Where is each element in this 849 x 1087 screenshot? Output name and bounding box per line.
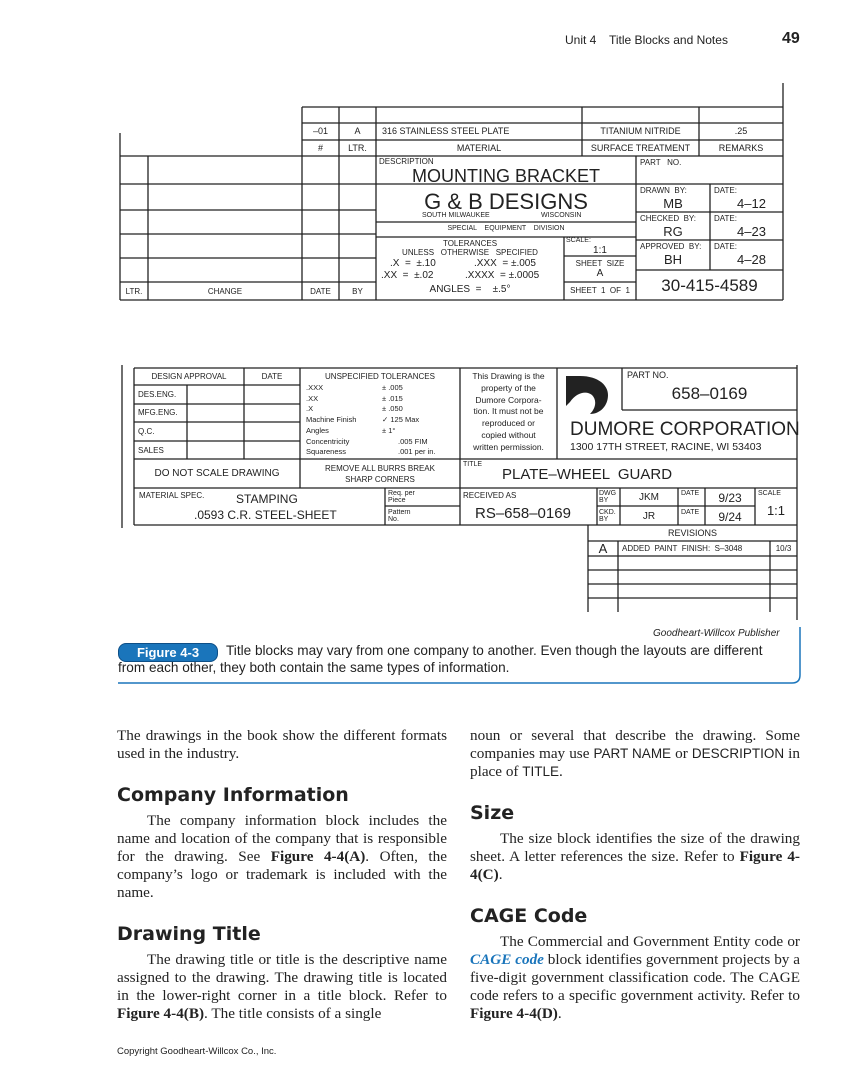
drawn-by-label: DRAWN BY: (640, 186, 687, 195)
tol-x: .X = ±.10 (390, 258, 436, 269)
tol-value: .001 per in. (398, 447, 436, 457)
part-number: 30-415-4589 (661, 276, 758, 295)
company-city: SOUTH MILWAUKEE (422, 212, 490, 219)
received-label: RECEIVED AS (463, 491, 517, 500)
revision-letter: A (598, 541, 608, 556)
scale-label: SCALE: (566, 237, 591, 244)
revision-description: ADDED PAINT FINISH: S–3048 (622, 544, 743, 553)
description-value: MOUNTING BRACKET (411, 166, 600, 186)
checked-by: RG (663, 224, 683, 239)
caption-line-1: Title blocks may vary from one company to another. Even though the layouts are different (226, 643, 763, 658)
term: DESCRIPTION (691, 746, 785, 761)
surface-value: TITANIUM NITRIDE (600, 126, 681, 136)
part-no: 658–0169 (671, 384, 748, 403)
date-label: DATE (681, 509, 700, 516)
material-spec-1: STAMPING (236, 492, 298, 506)
tol-key: .XXX (306, 383, 324, 392)
tolerance-row (306, 415, 456, 426)
rev-by-header: BY (352, 287, 363, 296)
part-no-label: PART NO. (640, 158, 682, 167)
part-no-label: PART NO. (627, 370, 669, 380)
burrs-note-2: SHARP CORNERS (345, 475, 415, 484)
tol-key: Angles (306, 425, 329, 435)
figure-credit: Goodheart-Willcox Publisher (653, 628, 780, 639)
tol-angles: ANGLES = ±.5° (429, 284, 511, 295)
tol-value: ✓ 125 Max (382, 415, 420, 425)
heading-cage-code: CAGE Code (470, 905, 588, 927)
date-label: DATE (681, 490, 700, 497)
date-label: DATE: (714, 186, 737, 195)
tol-key: .XX (306, 393, 319, 403)
drawn-by: JKM (639, 492, 659, 503)
drawn-by: MB (663, 196, 683, 211)
tol-key: Concentricity (306, 436, 350, 446)
tol-xx: .XX = ±.02 (381, 270, 434, 281)
sheet-size-label: SHEET SIZE (575, 259, 625, 268)
intro-paragraph: The drawings in the book show the different formats used in the industry. (117, 727, 447, 762)
company-name: G & B DESIGNS (424, 189, 588, 214)
date-label: DATE: (714, 242, 737, 251)
material-value: 316 STAINLESS STEEL PLATE (382, 126, 510, 136)
page-number: 49 (782, 30, 800, 47)
tol-key: Machine Finish (306, 415, 357, 425)
notice-line: property of the (481, 382, 536, 393)
tol-key: .X (306, 404, 314, 414)
tolerance-row (306, 383, 456, 394)
tol-value: ± .015 (382, 393, 403, 403)
company-address: 1300 17TH STREET, RACINE, WI 53403 (570, 441, 762, 453)
notice-line: tion. It must not be (473, 406, 544, 417)
date-header: DATE (261, 372, 283, 381)
notice-line: copied without (481, 429, 536, 440)
scale-value: 1:1 (766, 503, 786, 518)
rev-date-header: DATE (310, 287, 331, 296)
glossary-term-link[interactable]: CAGE code (470, 951, 544, 968)
size-paragraph: The size block identifies the size of the drawing sheet. A letter references the size. Refer to Figure 4-4(C). (470, 830, 800, 883)
date-checked: 4–23 (737, 224, 766, 239)
tol-value: ± .050 (382, 404, 403, 414)
date-checked: 9/24 (718, 510, 742, 524)
received-as: RS–658–0169 (475, 505, 571, 522)
role-label: DES.ENG. (138, 390, 177, 399)
copyright: Copyright Goodheart-Willcox Co., Inc. (117, 1046, 277, 1057)
title-label: TITLE (463, 461, 483, 468)
burrs-note-1: REMOVE ALL BURRS BREAK (325, 464, 435, 473)
tolerances-subtitle: UNLESS OTHERWISE SPECIFIED (402, 248, 538, 257)
heading-drawing-title: Drawing Title (117, 923, 261, 945)
tolerance-list (306, 383, 456, 458)
rev-ltr-header: LTR. (125, 287, 143, 296)
material-spec-label: MATERIAL SPEC. (139, 491, 205, 500)
surface-header: SURFACE TREATMENT (590, 143, 691, 153)
remarks-header: REMARKS (718, 143, 764, 153)
drawing-title: PLATE–WHEEL GUARD (502, 466, 673, 483)
checked-by-label: CHECKED BY: (640, 214, 697, 223)
tolerances-title: TOLERANCES (442, 239, 498, 248)
dumore-logo-icon (566, 376, 608, 414)
pattern-label: Pattern No. (388, 509, 411, 523)
dwg-by-label: DWG BY (599, 490, 617, 504)
section-label: Title Blocks and Notes (609, 33, 728, 47)
ltr-header: LTR. (348, 143, 367, 153)
term: TITLE (522, 764, 560, 779)
req-label: Req. per Piece (388, 490, 415, 504)
heading-company-information: Company Information (117, 784, 349, 806)
property-notice (460, 371, 557, 454)
tolerance-row (306, 437, 456, 448)
notice-line: Dumore Corpora- (475, 394, 542, 405)
date-label: DATE: (714, 214, 737, 223)
tol-key: Squareness (306, 447, 347, 457)
figure-ref: Figure 4-4(B) (117, 1005, 205, 1022)
date-approved: 4–28 (737, 252, 766, 267)
company-state: WISCONSIN (541, 212, 582, 219)
design-approval-header: DESIGN APPROVAL (151, 372, 227, 381)
role-label: Q.C. (138, 427, 155, 436)
rev-change-header: CHANGE (207, 287, 243, 296)
term: PART NAME (593, 746, 672, 761)
notice-line: written permission. (473, 441, 544, 452)
tolerance-row (306, 447, 456, 458)
tol-value: ± .005 (382, 383, 403, 392)
heading-size: Size (470, 802, 515, 824)
approved-by: BH (663, 252, 683, 267)
tol-xxx: .XXX = ±.005 (474, 258, 536, 269)
title-paragraph-continued: noun or several that describe the drawing. Some companies may use PART NAME or DESCRIPTION in place of TITLE. (470, 727, 800, 780)
tolerance-row (306, 404, 456, 415)
material-header: MATERIAL (456, 143, 502, 153)
tol-xxxx: .XXXX = ±.0005 (465, 270, 540, 281)
figure-ref: Figure 4-4(C) (470, 848, 800, 883)
caption-line-2: from each other, they both contain the same types of information. (118, 660, 510, 675)
date-drawn: 4–12 (737, 196, 766, 211)
role-label: SALES (138, 446, 164, 455)
figure-ref: Figure 4-4(D) (470, 1005, 558, 1022)
approved-by-label: APPROVED BY: (640, 242, 702, 251)
item-number: –01 (312, 126, 329, 136)
material-spec-2: .0593 C.R. STEEL-SHEET (194, 508, 337, 522)
num-header: # (317, 143, 323, 153)
figure-ref: Figure 4-4(A) (270, 848, 366, 865)
sheet-count: SHEET 1 OF 1 (570, 286, 630, 295)
revision-date: 10/3 (775, 544, 792, 553)
company-name: DUMORE CORPORATION (570, 419, 800, 440)
revisions-header: REVISIONS (667, 528, 717, 538)
ckd-by-label: CKD. BY (599, 509, 616, 523)
date-drawn: 9/23 (718, 491, 742, 505)
cage-paragraph: The Commercial and Government Entity code or CAGE code block identifies government projects by a five-digit government classification code. The CAGE code refers to a specific government activity. Refer to Figure 4-4(D). (470, 933, 801, 1022)
notice-line: This Drawing is the (472, 371, 545, 381)
division: SPECIAL EQUIPMENT DIVISION (447, 225, 565, 232)
checked-by: JR (642, 511, 656, 522)
tolerance-row (306, 426, 456, 437)
role-label: MFG.ENG. (138, 408, 178, 417)
title-paragraph: The drawing title or title is the descriptive name assigned to the drawing. The drawing title is located in the lower-right corner in a title block. Refer to Figure 4-4(B). The title consists of a single (117, 951, 447, 1022)
sheet-size-value: A (596, 268, 604, 279)
notice-line: reproduced or (482, 418, 535, 429)
scale-label: SCALE (758, 490, 781, 497)
unit-label: Unit 4 (565, 33, 597, 47)
tol-value: .005 FIM (398, 436, 428, 446)
item-letter: A (354, 126, 361, 136)
figure-label-badge: Figure 4-3 (118, 643, 218, 662)
tolerance-row (306, 394, 456, 405)
do-not-scale-note: DO NOT SCALE DRAWING (154, 468, 280, 479)
company-paragraph: The company information block includes the name and location of the company that is responsible for the drawing. See Figure 4-4(A). Often, the company’s logo or trademark is included with the name. (117, 812, 447, 901)
tol-value: ± 1° (382, 425, 396, 435)
description-label: DESCRIPTION (379, 157, 434, 166)
scale-value: 1:1 (593, 245, 607, 256)
remarks-value: .25 (734, 126, 748, 136)
tolerances-title: UNSPECIFIED TOLERANCES (325, 372, 435, 381)
